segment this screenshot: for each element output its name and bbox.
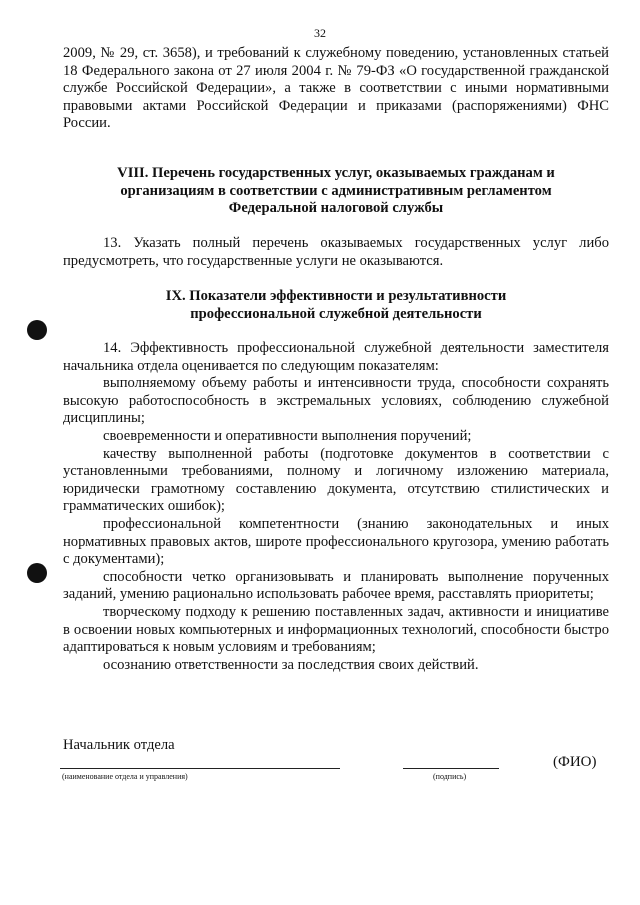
section-9-title-line: профессиональной служебной деятельности	[190, 305, 482, 322]
department-caption: (наименование отдела и управления)	[62, 772, 188, 781]
section-8-title-line: Федеральной налоговой службы	[228, 200, 444, 217]
section-8-title	[63, 165, 609, 218]
signature-caption: (подпись)	[433, 772, 467, 781]
section-9-title-line: IX. Показатели эффективности и результативности	[165, 288, 507, 304]
department-line	[60, 768, 340, 769]
signature-title: Начальник отдела	[63, 737, 175, 753]
paragraph-13	[63, 235, 609, 270]
criterion-item: творческому подходу к решению поставленных задач, активности и инициативе в освоении новых компьютерных и информационных технологий, способности быстро адаптироваться к новым условиям и требованиям;	[63, 603, 609, 656]
intro-paragraph	[63, 45, 609, 133]
criterion-item: своевременности и оперативности выполнения поручений;	[103, 427, 472, 444]
paragraph-13-text: 13. Указать полный перечень оказываемых государственных услуг либо предусмотреть, что государственные услуги не оказываются.	[63, 235, 609, 269]
criterion-item: способности четко организовывать и планировать выполнение порученных заданий, умению рационально использовать рабочее время, расставлять приоритеты;	[63, 568, 609, 603]
fio-label: (ФИО)	[553, 754, 597, 770]
page-number: 32	[314, 26, 326, 40]
intro-text: 2009, № 29, ст. 3658), и требований к служебному поведению, установленных статьей 18 Федерального закона от 27 июля 2004 г. № 79-ФЗ «О государственной гражданской службе Российской Федерации», а также в соответствии с иными нормативными правовыми актами Российской Федерации и приказами (распоряжениями) ФНС России.	[63, 45, 609, 132]
signature-line	[403, 768, 499, 769]
section-8-title-line: VIII. Перечень государственных услуг, оказываемых гражданам и	[117, 165, 555, 181]
paragraph-14	[63, 340, 609, 674]
punch-hole	[27, 563, 47, 583]
section-8-title-line: организациям в соответствии с административным регламентом	[120, 182, 552, 199]
criterion-item: профессиональной компетентности (знанию законодательных и иных нормативных правовых актов, широте профессионального кругозора, умению работать с документами);	[63, 515, 609, 568]
criterion-item: качеству выполненной работы (подготовке документов в соответствии с установленными требованиями, полному и логичному изложению материала, юридически грамотному составлению документа, отсутствию стилистических и грамматических ошибок);	[63, 445, 609, 515]
punch-hole	[27, 320, 47, 340]
criterion-item: выполняемому объему работы и интенсивности труда, способности сохранять высокую работоспособность в экстремальных условиях, соблюдению служебной дисциплины;	[63, 375, 609, 427]
criterion-item: осознанию ответственности за последствия своих действий.	[103, 656, 479, 673]
paragraph-14-intro: 14. Эффективность профессиональной служебной деятельности заместителя начальника отдела оценивается по следующим показателям:	[63, 340, 609, 374]
section-9-title	[63, 288, 609, 323]
